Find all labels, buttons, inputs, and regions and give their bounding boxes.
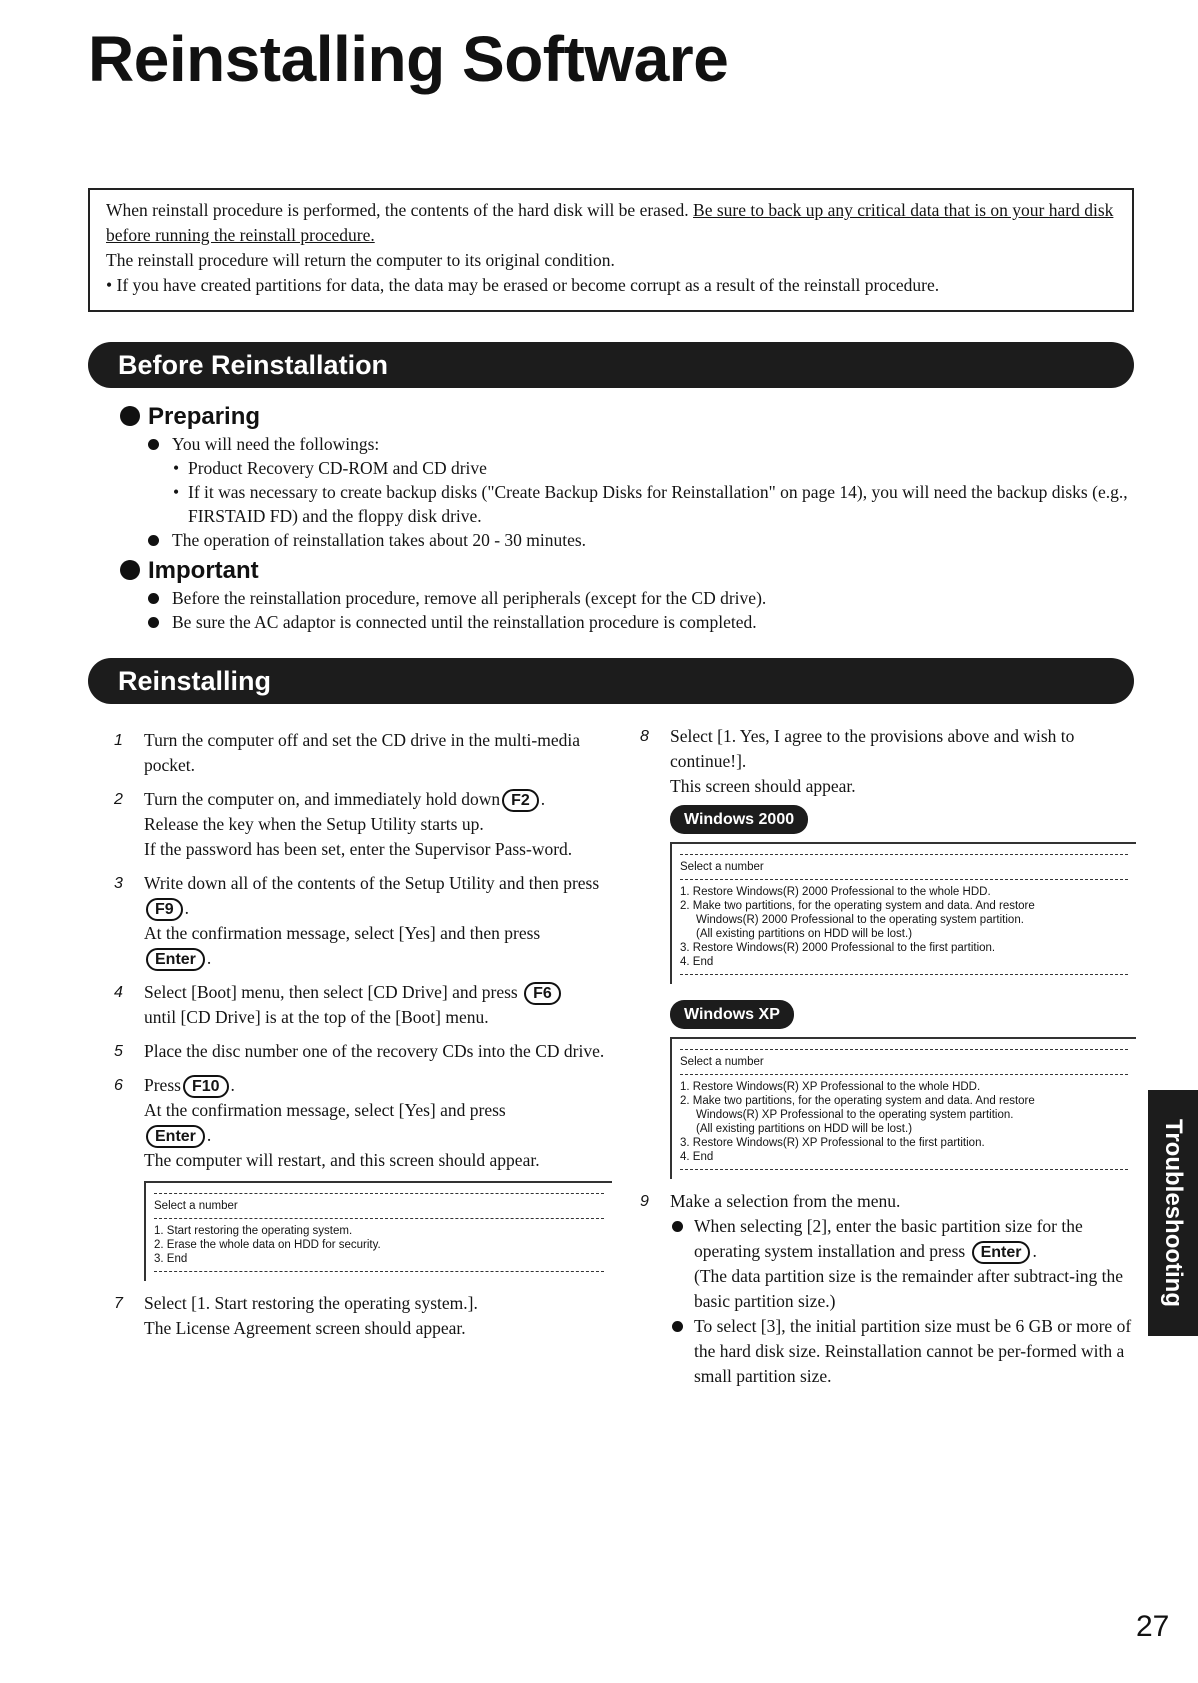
list-item: Be sure the AC adaptor is connected until the reinstallation procedure is completed. [146,610,1136,634]
menu-item: 1. Restore Windows(R) XP Professional to the whole HDD. [680,1081,981,1093]
steps-right-column [640,724,1136,1398]
steps-left-column [114,728,612,1350]
step-9: 9 Make a selection from the menu. When selecting [2], enter the basic partition size for the operating system installation and press Enter . (The data partition size is the remainder after subtract-ing the basic partition size.) To select [3], the initial partition size must be 6 GB or more of the hard disk size. Reinstallation cannot be per-formed with a small partition size. [640,1189,1136,1389]
f9-key: F9 [146,898,183,921]
step-6: 6 Press F10 . At the confirmation message, select [Yes] and press Enter . The computer will restart, and this screen should appear. Select a number 1. Start restoring the operating system. 2. Erase the whole data on HDD for security. 3. End [114,1073,612,1281]
bullet-icon [148,617,159,628]
windows-2000-label: Windows 2000 [670,805,808,834]
f10-key: F10 [183,1075,229,1098]
enter-key: Enter [146,1125,205,1148]
bullet-icon [120,406,140,426]
menu-item: 4. End [680,1151,714,1163]
bullet-icon [672,1321,683,1332]
warning-box [88,188,1134,312]
list-item: The operation of reinstallation takes about 20 - 30 minutes. [146,528,1136,552]
menu-item: 3. End [154,1253,188,1265]
section-header-before: Before Reinstallation [88,342,1134,388]
menu-item: 1. Restore Windows(R) 2000 Professional to the whole HDD. [680,886,991,898]
enter-key: Enter [972,1241,1031,1264]
section-tab-troubleshooting: Troubleshooting [1148,1090,1198,1336]
step-7: 7 Select [1. Start restoring the operating system.]. The License Agreement screen should appear. [114,1293,478,1338]
menu-item: 2. Erase the whole data on HDD for security. [154,1239,381,1251]
bullet-icon [672,1221,683,1232]
bullet-icon [148,439,159,450]
warning-line3: • If you have created partitions for data, the data may be erased or become corrupt as a result of the reinstall procedure. [106,275,940,295]
menu-item: 3. Restore Windows(R) XP Professional to the first partition. [680,1137,985,1149]
important-heading: Important [120,557,259,585]
warning-text: When reinstall procedure is performed, the contents of the hard disk will be erased. [106,200,689,220]
important-list [146,586,1136,634]
step-4: 4 Select [Boot] menu, then select [CD Drive] and press F6 until [CD Drive] is at the top of the [Boot] menu. [114,980,612,1030]
list-item: To select [3], the initial partition size must be 6 GB or more of the hard disk size. Reinstallation cannot be per-formed with a small partition size. [670,1314,1136,1389]
list-item: Before the reinstallation procedure, remove all peripherals (except for the CD drive). [146,586,1136,610]
list-item: You will need the followings: [146,432,1136,456]
menu-item: 3. Restore Windows(R) 2000 Professional to the first partition. [680,942,996,954]
section-header-reinstalling: Reinstalling [88,658,1134,704]
step-3: 3 Write down all of the contents of the Setup Utility and then press F9 . At the confirmation message, select [Yes] and then press Enter . [114,871,612,971]
windows-2000-menu-screen: Select a number 1. Restore Windows(R) 2000 Professional to the whole HDD. 2. Make two partitions, for the operating system and data. And restore Windows(R) 2000 Professional to the operating system partition. (All existing partitions on HDD will be lost.) 3. Restore Windows(R) 2000 Professional to the first partition. 4. End [670,842,1136,984]
warning-line2: The reinstall procedure will return the computer to its original condition. [106,250,615,270]
preparing-list [146,432,1136,552]
menu-item: 1. Start restoring the operating system. [154,1225,353,1237]
menu-item: 2. Make two partitions, for the operating system and data. And restore [680,1095,1035,1107]
f2-key: F2 [502,789,539,812]
menu-item: 2. Make two partitions, for the operating system and data. And restore [680,900,1035,912]
preparing-heading: Preparing [120,403,260,431]
f6-key: F6 [524,982,561,1005]
bullet-icon [148,593,159,604]
bullet-icon [120,560,140,580]
step-5: 5 Place the disc number one of the recovery CDs into the CD drive. [114,1041,605,1061]
warning-underlined: Be sure to back up any critical data that is on your hard disk before running the reinstall procedure. [106,200,1114,245]
list-item: When selecting [2], enter the basic partition size for the operating system installation and press Enter . (The data partition size is the remainder after subtract-ing the basic partition size.) [670,1214,1136,1314]
step-8: 8 Select [1. Yes, I agree to the provisions above and wish to continue!]. This screen should appear. Windows 2000 Select a number 1. Restore Windows(R) 2000 Professional to the whole HDD. 2. Make two partitions, for the operating system and data. And restore Windows(R) 2000 Professional to the operating system partition. (All existing partitions on HDD will be lost.) 3. Restore Windows(R) 2000 Professional to the first partition. 4. End Windows XP Select a number 1. Restore Windows(R) XP Professional to the whole HDD. 2. Make two partitions, for the operating system and data. And restore Windows(R) XP Professional to the operating system partition. (All existing partitions on HDD will be lost.) 3. Restore Windows(R) XP Professional to the first partition. 4. End [640,724,1136,1179]
list-item: • Product Recovery CD-ROM and CD drive [173,458,487,478]
windows-xp-menu-screen: Select a number 1. Restore Windows(R) XP Professional to the whole HDD. 2. Make two partitions, for the operating system and data. And restore Windows(R) XP Professional to the operating system partition. (All existing partitions on HDD will be lost.) 3. Restore Windows(R) XP Professional to the first partition. 4. End [670,1037,1136,1179]
list-item: • If it was necessary to create backup disks ("Create Backup Disks for Reinstallation" on page 14), you will need the backup disks (e.g., FIRSTAID FD) and the floppy disk drive. [173,482,1128,526]
bullet-icon [148,535,159,546]
windows-xp-label: Windows XP [670,1000,794,1029]
menu-item: 4. End [680,956,714,968]
page-title: Reinstalling Software [88,23,729,95]
restore-menu-screen: Select a number 1. Start restoring the operating system. 2. Erase the whole data on HDD for security. 3. End [144,1181,612,1281]
page-number: 27 [1136,1610,1170,1643]
enter-key: Enter [146,948,205,971]
step-2: 2 Turn the computer on, and immediately hold down F2 . Release the key when the Setup Utility starts up. If the password has been set, enter the Supervisor Pass-word. [114,789,573,859]
step-1: 1 Turn the computer off and set the CD drive in the multi-media pocket. [114,730,580,775]
